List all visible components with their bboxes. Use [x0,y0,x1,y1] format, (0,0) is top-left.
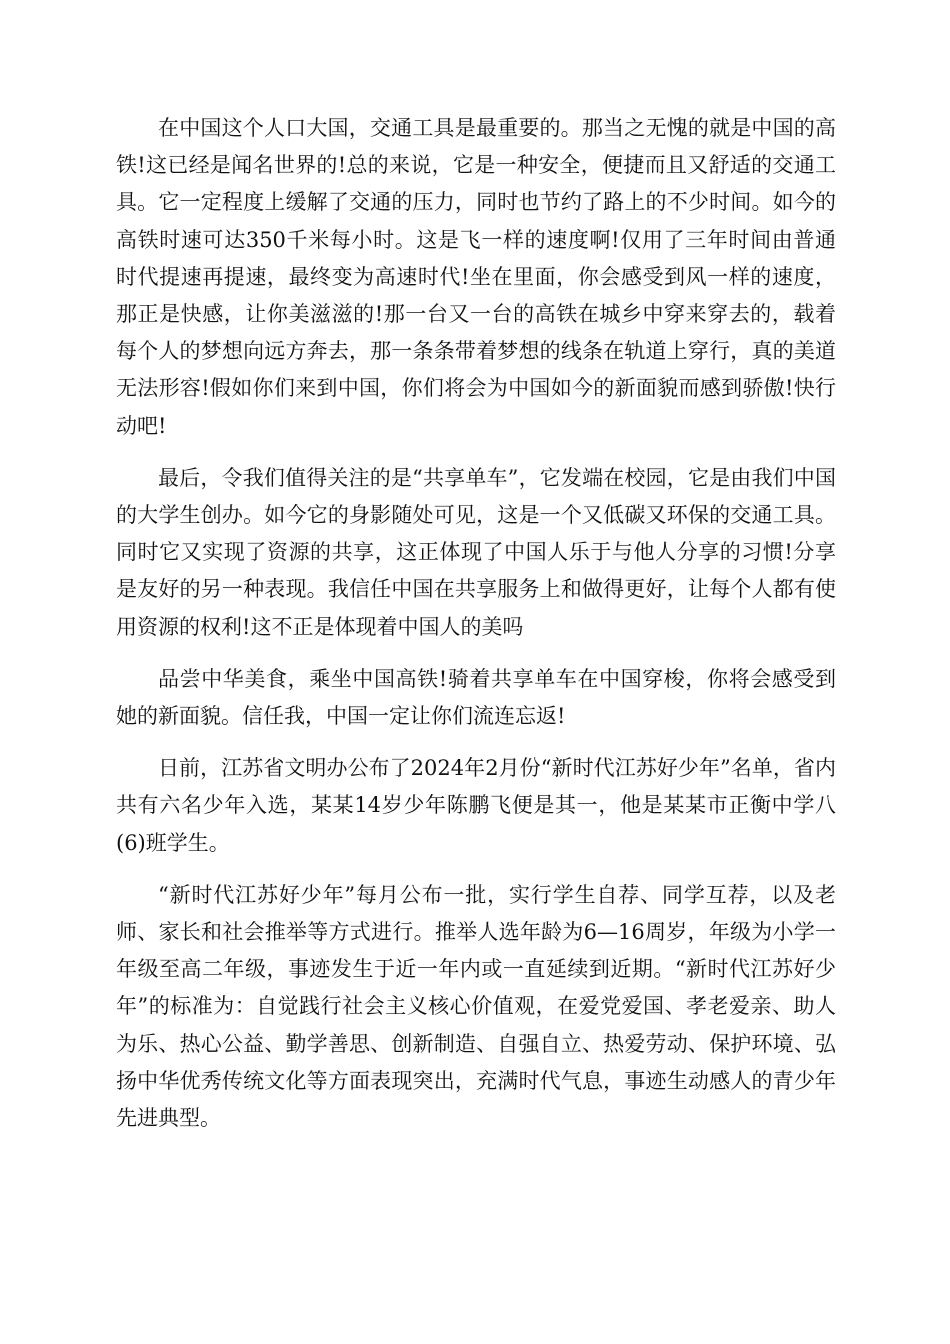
paragraph-good-youth-criteria: “新时代江苏好少年”每月公布一批，实行学生自荐、同学互荐，以及老师、家长和社会推举等方式进行。推举人选年龄为6—16周岁，年级为小学一年级至高二年级，事迹发生于近一年内或一直延续到近期。“新时代江苏好少年”的标准为：自觉践行社会主义核心价值观，在爱党爱国、孝老爱亲、助人为乐、热心公益、勤学善思、创新制造、自强自立、热爱劳动、保护环境、弘扬中华优秀传统文化等方面表现突出，充满时代气息，事迹生动感人的青少年先进典型。 [116,882,836,1131]
paragraph-invitation: 品尝中华美食，乘坐中国高铁!骑着共享单车在中国穿梭，你将会感受到她的新面貌。信任我，中国一定让你们流连忘返! [116,666,836,729]
document-page [116,110,836,1152]
paragraph-good-youth-announcement: 日前，江苏省文明办公布了2024年2月份“新时代江苏好少年”名单，省内共有六名少年入选，某某14岁少年陈鹏飞便是其一，他是某某市正衡中学八(6)班学生。 [116,756,836,855]
paragraph-shared-bikes: 最后，令我们值得关注的是“共享单车”，它发端在校园，它是由我们中国的大学生创办。如今它的身影随处可见，这是一个又低碳又环保的交通工具。同时它又实现了资源的共享，这正体现了中国人乐于与他人分享的习惯!分享是友好的另一种表现。我信任中国在共享服务上和做得更好，让每个人都有使用资源的权利!这不正是体现着中国人的美吗 [116,465,836,639]
paragraph-high-speed-rail: 在中国这个人口大国，交通工具是最重要的。那当之无愧的就是中国的高铁!这已经是闻名世界的!总的来说，它是一种安全，便捷而且又舒适的交通工具。它一定程度上缓解了交通的压力，同时也节约了路上的不少时间。如今的高铁时速可达350千米每小时。这是飞一样的速度啊!仅用了三年时间由普通时代提速再提速，最终变为高速时代!坐在里面，你会感受到风一样的速度，那正是快感，让你美滋滋的!那一台又一台的高铁在城乡中穿来穿去的，载着每个人的梦想向远方奔去，那一条条带着梦想的线条在轨道上穿行，真的美道无法形容!假如你们来到中国，你们将会为中国如今的新面貌而感到骄傲!快行动吧! [116,116,836,438]
